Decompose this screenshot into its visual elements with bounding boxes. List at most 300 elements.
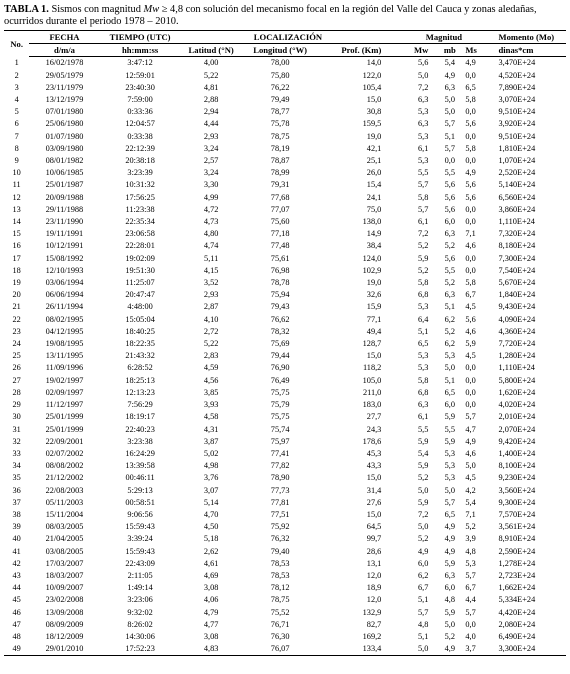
cell-tiempo: 1:49:14 bbox=[127, 583, 153, 593]
cell-longitud: 77,73 bbox=[270, 485, 290, 495]
cell-tiempo: 13:39:58 bbox=[125, 461, 155, 471]
cell-tiempo: 00:58:51 bbox=[125, 497, 155, 507]
cell-mw: 6,7 bbox=[417, 583, 429, 593]
cell-ms: 6,5 bbox=[465, 82, 476, 92]
cell-latitud: 4,81 bbox=[203, 82, 219, 92]
cell-latitud: 3,93 bbox=[203, 400, 219, 410]
cell-longitud: 75,69 bbox=[270, 339, 290, 349]
cell-momento: 5,800E+24 bbox=[498, 375, 536, 385]
cell-ms: 4,7 bbox=[465, 424, 476, 434]
cell-momento: 3,300E+24 bbox=[493, 643, 566, 656]
cell-no: 46 bbox=[12, 607, 21, 617]
header-ms: Ms bbox=[465, 44, 492, 57]
table-row bbox=[4, 497, 566, 509]
cell-ms: 0,0 bbox=[465, 253, 476, 263]
cell-longitud: 78,00 bbox=[270, 58, 290, 68]
cell-fecha: 08/09/2009 bbox=[45, 619, 84, 629]
cell-tiempo: 11:25:07 bbox=[125, 278, 155, 288]
cell-fecha: 18/12/2009 bbox=[45, 631, 84, 641]
cell-longitud: 76,49 bbox=[270, 375, 290, 385]
cell-tiempo: 0:33:38 bbox=[127, 131, 153, 141]
cell-prof: 45,3 bbox=[366, 448, 382, 458]
cell-momento: 2,520E+24 bbox=[498, 168, 536, 178]
cell-prof: 105,4 bbox=[362, 82, 382, 92]
cell-no: 26 bbox=[12, 363, 21, 373]
cell-no: 5 bbox=[14, 107, 19, 117]
cell-fecha: 11/09/1996 bbox=[45, 363, 84, 373]
cell-momento: 9,510E+24 bbox=[498, 107, 536, 117]
cell-ms: 5,0 bbox=[465, 461, 476, 471]
cell-latitud: 4,70 bbox=[203, 509, 219, 519]
cell-ms: 4,5 bbox=[465, 351, 476, 361]
table-row bbox=[4, 155, 566, 167]
cell-mb: 5,7 bbox=[444, 497, 456, 507]
cell-mw: 5,4 bbox=[417, 448, 429, 458]
cell-ms: 0,0 bbox=[465, 387, 476, 397]
table-row bbox=[4, 643, 566, 656]
cell-longitud: 78,53 bbox=[270, 558, 290, 568]
cell-ms: 4,6 bbox=[465, 326, 476, 336]
cell-no: 32 bbox=[12, 436, 21, 446]
cell-latitud: 4,50 bbox=[203, 522, 219, 532]
cell-mb: 5,7 bbox=[444, 143, 456, 153]
cell-ms: 4,6 bbox=[465, 448, 476, 458]
cell-latitud: 4,31 bbox=[203, 424, 219, 434]
table-row bbox=[4, 521, 566, 533]
cell-no: 27 bbox=[12, 375, 21, 385]
cell-mw: 6,3 bbox=[417, 400, 429, 410]
cell-latitud: 3,85 bbox=[203, 387, 219, 397]
caption-label: TABLA 1. bbox=[4, 4, 49, 15]
cell-fecha: 10/12/1991 bbox=[45, 241, 84, 251]
cell-longitud: 77,48 bbox=[270, 241, 290, 251]
cell-ms: 0,0 bbox=[465, 131, 476, 141]
cell-mw: 5,9 bbox=[417, 436, 429, 446]
cell-mb: 5,1 bbox=[444, 375, 456, 385]
cell-momento: 3,561E+24 bbox=[498, 522, 536, 532]
cell-no: 22 bbox=[12, 314, 21, 324]
cell-fecha: 21/12/2002 bbox=[45, 473, 84, 483]
cell-mb: 5,6 bbox=[444, 192, 456, 202]
cell-tiempo: 3:39:24 bbox=[127, 534, 153, 544]
cell-prof: 99,7 bbox=[366, 534, 382, 544]
cell-mb: 5,2 bbox=[444, 278, 456, 288]
cell-mb: 6,0 bbox=[444, 217, 456, 227]
caption-post: ≥ 4,8 con solución del mecanismo focal en la región del Valle del Cauca y zonas aledañas, ocurridos durante el periodo 1978 – 2010. bbox=[4, 4, 537, 27]
cell-mb: 5,5 bbox=[444, 424, 456, 434]
cell-fecha: 25/06/1980 bbox=[45, 119, 84, 129]
cell-latitud: 5,22 bbox=[203, 70, 219, 80]
cell-latitud: 2,62 bbox=[203, 546, 219, 556]
cell-longitud: 78,99 bbox=[270, 168, 290, 178]
cell-mw: 6,3 bbox=[417, 119, 429, 129]
cell-ms: 4,0 bbox=[465, 631, 476, 641]
cell-no: 8 bbox=[14, 143, 19, 153]
cell-latitud: 2,88 bbox=[203, 95, 219, 105]
cell-mb: 5,6 bbox=[444, 180, 456, 190]
header-mw: Mw bbox=[395, 44, 434, 57]
cell-fecha: 21/04/2005 bbox=[45, 534, 84, 544]
cell-mb: 4,9 bbox=[444, 546, 456, 556]
cell-tiempo: 22:35:34 bbox=[125, 217, 155, 227]
cell-mb: 4,9 bbox=[444, 522, 456, 532]
cell-mw: 7,2 bbox=[417, 82, 429, 92]
cell-no: 25 bbox=[12, 351, 21, 361]
table-row bbox=[4, 265, 566, 277]
cell-fecha: 08/08/2002 bbox=[45, 461, 84, 471]
table-row bbox=[4, 131, 566, 143]
header-longitud: Longitud (°W) bbox=[242, 44, 319, 57]
cell-fecha: 13/11/1995 bbox=[45, 351, 84, 361]
cell-prof: 159,5 bbox=[362, 119, 382, 129]
cell-ms: 0,0 bbox=[465, 375, 476, 385]
cell-mw: 6,8 bbox=[417, 387, 429, 397]
cell-ms: 4,9 bbox=[465, 168, 476, 178]
cell-momento: 5,140E+24 bbox=[498, 180, 536, 190]
cell-longitud: 77,51 bbox=[270, 509, 290, 519]
cell-longitud: 78,19 bbox=[270, 143, 290, 153]
cell-no: 2 bbox=[14, 70, 19, 80]
header-tiempo-unit: hh:mm:ss bbox=[100, 44, 181, 57]
table-row bbox=[4, 289, 566, 301]
cell-no: 40 bbox=[12, 534, 21, 544]
cell-latitud: 3,24 bbox=[203, 143, 219, 153]
cell-no: 4 bbox=[14, 95, 19, 105]
cell-tiempo: 14:30:06 bbox=[125, 631, 155, 641]
cell-tiempo: 18:40:25 bbox=[125, 326, 155, 336]
cell-no: 39 bbox=[12, 522, 21, 532]
cell-latitud: 4,98 bbox=[203, 461, 219, 471]
cell-momento: 1,620E+24 bbox=[498, 387, 536, 397]
cell-latitud: 2,93 bbox=[203, 290, 219, 300]
header-fecha: FECHA bbox=[29, 31, 99, 44]
cell-prof: 15,0 bbox=[366, 473, 382, 483]
cell-ms: 5,2 bbox=[465, 522, 476, 532]
table-row bbox=[4, 607, 566, 619]
cell-longitud: 76,22 bbox=[270, 82, 290, 92]
cell-mb: 4,9 bbox=[444, 534, 456, 544]
table-row bbox=[4, 546, 566, 558]
cell-latitud: 4,99 bbox=[203, 192, 219, 202]
cell-mb: 5,9 bbox=[444, 412, 456, 422]
cell-fecha: 03/08/2005 bbox=[45, 546, 84, 556]
cell-momento: 9,230E+24 bbox=[498, 473, 536, 483]
cell-prof: 15,9 bbox=[366, 302, 382, 312]
cell-prof: 24,1 bbox=[366, 192, 382, 202]
cell-mw: 5,7 bbox=[417, 204, 429, 214]
cell-mw: 6,8 bbox=[417, 290, 429, 300]
cell-latitud: 4,61 bbox=[203, 558, 219, 568]
cell-prof: 15,0 bbox=[366, 509, 382, 519]
cell-momento: 9,430E+24 bbox=[498, 302, 536, 312]
cell-latitud: 4,56 bbox=[203, 375, 219, 385]
cell-mw: 6,1 bbox=[417, 143, 429, 153]
cell-latitud: 4,74 bbox=[203, 241, 219, 251]
cell-no: 15 bbox=[12, 229, 21, 239]
cell-mb: 5,2 bbox=[444, 241, 456, 251]
cell-ms: 5,8 bbox=[465, 95, 476, 105]
cell-ms: 5,6 bbox=[465, 314, 476, 324]
cell-latitud: 5,22 bbox=[203, 339, 219, 349]
cell-longitud: 78,77 bbox=[270, 107, 290, 117]
cell-momento: 8,180E+24 bbox=[498, 241, 536, 251]
cell-ms: 0,0 bbox=[465, 107, 476, 117]
header-row-2 bbox=[4, 44, 566, 57]
cell-tiempo: 23:06:58 bbox=[125, 229, 155, 239]
cell-mb: 5,9 bbox=[444, 558, 456, 568]
table-row bbox=[4, 424, 566, 436]
cell-fecha: 22/09/2001 bbox=[45, 436, 84, 446]
cell-tiempo: 00:46:11 bbox=[125, 473, 155, 483]
cell-tiempo: 20:47:47 bbox=[125, 290, 155, 300]
cell-longitud: 79,40 bbox=[270, 546, 290, 556]
cell-mb: 5,7 bbox=[444, 119, 456, 129]
cell-no: 43 bbox=[12, 570, 21, 580]
cell-prof: 24,3 bbox=[366, 424, 382, 434]
cell-fecha: 23/11/1979 bbox=[45, 82, 84, 92]
cell-momento: 4,020E+24 bbox=[498, 400, 536, 410]
cell-latitud: 4,15 bbox=[203, 265, 219, 275]
cell-tiempo: 20:38:18 bbox=[125, 156, 155, 166]
cell-longitud: 78,12 bbox=[270, 583, 290, 593]
cell-ms: 5,8 bbox=[465, 143, 476, 153]
cell-prof: 18,9 bbox=[366, 583, 382, 593]
cell-tiempo: 22:43:09 bbox=[125, 558, 155, 568]
cell-longitud: 75,52 bbox=[270, 607, 290, 617]
cell-mb: 6,2 bbox=[444, 339, 456, 349]
cell-mw: 6,4 bbox=[417, 314, 429, 324]
cell-tiempo: 23:40:30 bbox=[125, 82, 155, 92]
cell-tiempo: 10:31:32 bbox=[125, 180, 155, 190]
cell-tiempo: 15:59:43 bbox=[125, 522, 155, 532]
table-row bbox=[4, 631, 566, 643]
cell-no: 13 bbox=[12, 204, 21, 214]
cell-fecha: 08/01/1982 bbox=[45, 156, 84, 166]
cell-momento: 8,910E+24 bbox=[498, 534, 536, 544]
cell-longitud: 77,82 bbox=[270, 461, 290, 471]
cell-tiempo: 17:56:25 bbox=[125, 192, 155, 202]
cell-longitud: 77,07 bbox=[270, 204, 290, 214]
table-row bbox=[4, 216, 566, 228]
cell-mw: 6,1 bbox=[417, 412, 429, 422]
cell-mw: 5,1 bbox=[417, 326, 429, 336]
cell-mw: 5,0 bbox=[417, 485, 429, 495]
cell-prof: 15,0 bbox=[366, 351, 382, 361]
cell-prof: 12,0 bbox=[366, 570, 382, 580]
cell-mw: 5,0 bbox=[417, 522, 429, 532]
cell-fecha: 22/08/2003 bbox=[45, 485, 84, 495]
table-row bbox=[4, 277, 566, 289]
table-row bbox=[4, 533, 566, 545]
cell-prof: 28,6 bbox=[366, 546, 382, 556]
cell-tiempo: 5:29:13 bbox=[127, 485, 153, 495]
cell-latitud: 4,77 bbox=[203, 619, 219, 629]
cell-mb: 5,6 bbox=[444, 253, 456, 263]
cell-prof: 64,5 bbox=[366, 522, 382, 532]
cell-no: 18 bbox=[12, 265, 21, 275]
table-row bbox=[4, 228, 566, 240]
cell-ms: 5,8 bbox=[465, 278, 476, 288]
table-row bbox=[4, 70, 566, 82]
cell-longitud: 76,30 bbox=[270, 631, 290, 641]
cell-mb: 6,3 bbox=[444, 290, 456, 300]
cell-mb: 5,5 bbox=[444, 265, 456, 275]
cell-mb: 4,8 bbox=[444, 595, 456, 605]
cell-latitud: 2,83 bbox=[203, 351, 219, 361]
cell-momento: 7,540E+24 bbox=[498, 265, 536, 275]
cell-momento: 1,810E+24 bbox=[498, 143, 536, 153]
cell-mb: 4,9 bbox=[444, 70, 456, 80]
cell-ms: 5,9 bbox=[465, 339, 476, 349]
cell-mw: 7,2 bbox=[417, 229, 429, 239]
cell-momento: 2,723E+24 bbox=[498, 570, 536, 580]
table-row bbox=[4, 594, 566, 606]
cell-tiempo: 18:25:13 bbox=[125, 375, 155, 385]
table-row bbox=[4, 362, 566, 374]
cell-no: 24 bbox=[12, 339, 21, 349]
cell-ms: 4,5 bbox=[465, 473, 476, 483]
cell-ms: 4,9 bbox=[465, 58, 476, 68]
cell-fecha: 20/09/1988 bbox=[45, 192, 84, 202]
cell-latitud: 3,08 bbox=[203, 631, 219, 641]
cell-prof: 12,0 bbox=[366, 595, 382, 605]
cell-longitud: 77,68 bbox=[270, 192, 290, 202]
cell-no: 35 bbox=[12, 473, 21, 483]
table-caption bbox=[4, 4, 564, 28]
cell-fecha: 15/11/2004 bbox=[45, 509, 84, 519]
cell-tiempo: 0:33:36 bbox=[127, 107, 153, 117]
cell-momento: 9,420E+24 bbox=[498, 436, 536, 446]
cell-no: 29 bbox=[12, 400, 21, 410]
cell-prof: 13,1 bbox=[366, 558, 382, 568]
cell-longitud: 75,78 bbox=[270, 119, 290, 129]
cell-ms: 5,6 bbox=[465, 180, 476, 190]
cell-prof: 102,9 bbox=[362, 265, 382, 275]
cell-longitud: 78,75 bbox=[270, 595, 290, 605]
cell-prof: 32,6 bbox=[366, 290, 382, 300]
cell-latitud: 2,94 bbox=[203, 107, 219, 117]
cell-no: 34 bbox=[12, 461, 21, 471]
cell-latitud: 2,57 bbox=[203, 156, 219, 166]
cell-mw: 5,9 bbox=[417, 497, 429, 507]
cell-mw: 5,3 bbox=[417, 156, 429, 166]
cell-no: 28 bbox=[12, 387, 21, 397]
cell-longitud: 78,90 bbox=[270, 473, 290, 483]
cell-ms: 0,0 bbox=[465, 400, 476, 410]
cell-fecha: 02/09/1997 bbox=[45, 387, 84, 397]
cell-mb: 5,9 bbox=[444, 436, 456, 446]
cell-fecha: 04/12/1995 bbox=[45, 326, 84, 336]
cell-longitud: 75,79 bbox=[270, 400, 290, 410]
cell-ms: 6,7 bbox=[465, 290, 476, 300]
cell-ms: 5,6 bbox=[465, 119, 476, 129]
cell-longitud: 75,97 bbox=[270, 436, 290, 446]
cell-prof: 19,0 bbox=[366, 278, 382, 288]
cell-mw: 5,1 bbox=[417, 595, 429, 605]
table-row bbox=[4, 301, 566, 313]
cell-momento: 7,720E+24 bbox=[498, 339, 536, 349]
cell-fecha: 18/03/2007 bbox=[45, 570, 84, 580]
header-prof: Prof. (Km) bbox=[319, 44, 396, 57]
header-latitud: Latitud (°N) bbox=[181, 44, 242, 57]
cell-momento: 4,520E+24 bbox=[498, 70, 536, 80]
cell-no: 17 bbox=[12, 253, 21, 263]
header-localizacion: LOCALIZACIÓN bbox=[181, 31, 396, 44]
table-row bbox=[4, 448, 566, 460]
cell-prof: 15,0 bbox=[366, 95, 382, 105]
cell-momento: 2,070E+24 bbox=[498, 424, 536, 434]
cell-prof: 169,2 bbox=[362, 631, 382, 641]
cell-fecha: 23/02/2008 bbox=[45, 595, 84, 605]
table-row bbox=[4, 582, 566, 594]
cell-fecha: 17/03/2007 bbox=[45, 558, 84, 568]
cell-mb: 5,3 bbox=[444, 448, 456, 458]
cell-momento: 8,100E+24 bbox=[498, 461, 536, 471]
cell-mw: 5,3 bbox=[417, 351, 429, 361]
cell-mb: 6,2 bbox=[444, 314, 456, 324]
cell-ms: 6,7 bbox=[465, 583, 476, 593]
cell-ms: 5,3 bbox=[465, 558, 476, 568]
header-no: No. bbox=[4, 31, 29, 57]
cell-longitud: 79,43 bbox=[270, 302, 290, 312]
cell-fecha: 12/10/1993 bbox=[45, 265, 84, 275]
cell-ms: 4,8 bbox=[465, 546, 476, 556]
cell-mw: 5,3 bbox=[417, 107, 429, 117]
cell-prof: 138,0 bbox=[362, 217, 382, 227]
cell-fecha: 10/06/1985 bbox=[45, 168, 84, 178]
cell-mw: 5,0 bbox=[395, 643, 434, 656]
cell-tiempo: 19:51:30 bbox=[125, 265, 155, 275]
cell-mw: 5,5 bbox=[417, 168, 429, 178]
cell-no: 3 bbox=[14, 82, 19, 92]
table-body bbox=[4, 57, 566, 656]
table-row bbox=[4, 338, 566, 350]
cell-mw: 5,2 bbox=[417, 265, 429, 275]
cell-momento: 6,560E+24 bbox=[498, 192, 536, 202]
cell-tiempo: 22:40:23 bbox=[125, 424, 155, 434]
cell-momento: 3,920E+24 bbox=[498, 119, 536, 129]
header-momento: Momento (Mo) bbox=[493, 31, 566, 44]
cell-latitud: 3,08 bbox=[203, 583, 219, 593]
cell-momento: 2,010E+24 bbox=[498, 412, 536, 422]
cell-mw: 6,2 bbox=[417, 570, 429, 580]
cell-latitud: 4,73 bbox=[203, 217, 219, 227]
cell-mw: 4,8 bbox=[417, 619, 429, 629]
cell-longitud: 78,78 bbox=[270, 278, 290, 288]
cell-no: 23 bbox=[12, 326, 21, 336]
cell-longitud: 75,92 bbox=[270, 522, 290, 532]
header-fecha-unit: d/m/a bbox=[29, 44, 99, 57]
cell-ms: 4,5 bbox=[465, 302, 476, 312]
cell-latitud: 4,83 bbox=[181, 643, 242, 656]
cell-prof: 124,0 bbox=[362, 253, 382, 263]
cell-longitud: 76,90 bbox=[270, 363, 290, 373]
cell-ms: 3,9 bbox=[465, 534, 476, 544]
cell-tiempo: 15:05:04 bbox=[125, 314, 155, 324]
table-row bbox=[4, 387, 566, 399]
cell-mw: 7,2 bbox=[417, 509, 429, 519]
cell-tiempo: 9:06:56 bbox=[127, 509, 153, 519]
cell-fecha: 03/09/1980 bbox=[45, 143, 84, 153]
table-row bbox=[4, 106, 566, 118]
cell-mw: 5,8 bbox=[417, 192, 429, 202]
cell-mw: 6,0 bbox=[417, 558, 429, 568]
cell-mb: 5,0 bbox=[444, 485, 456, 495]
cell-ms: 3,7 bbox=[465, 643, 492, 656]
cell-momento: 3,560E+24 bbox=[498, 485, 536, 495]
cell-longitud: 76,32 bbox=[270, 534, 290, 544]
cell-ms: 0,0 bbox=[465, 204, 476, 214]
